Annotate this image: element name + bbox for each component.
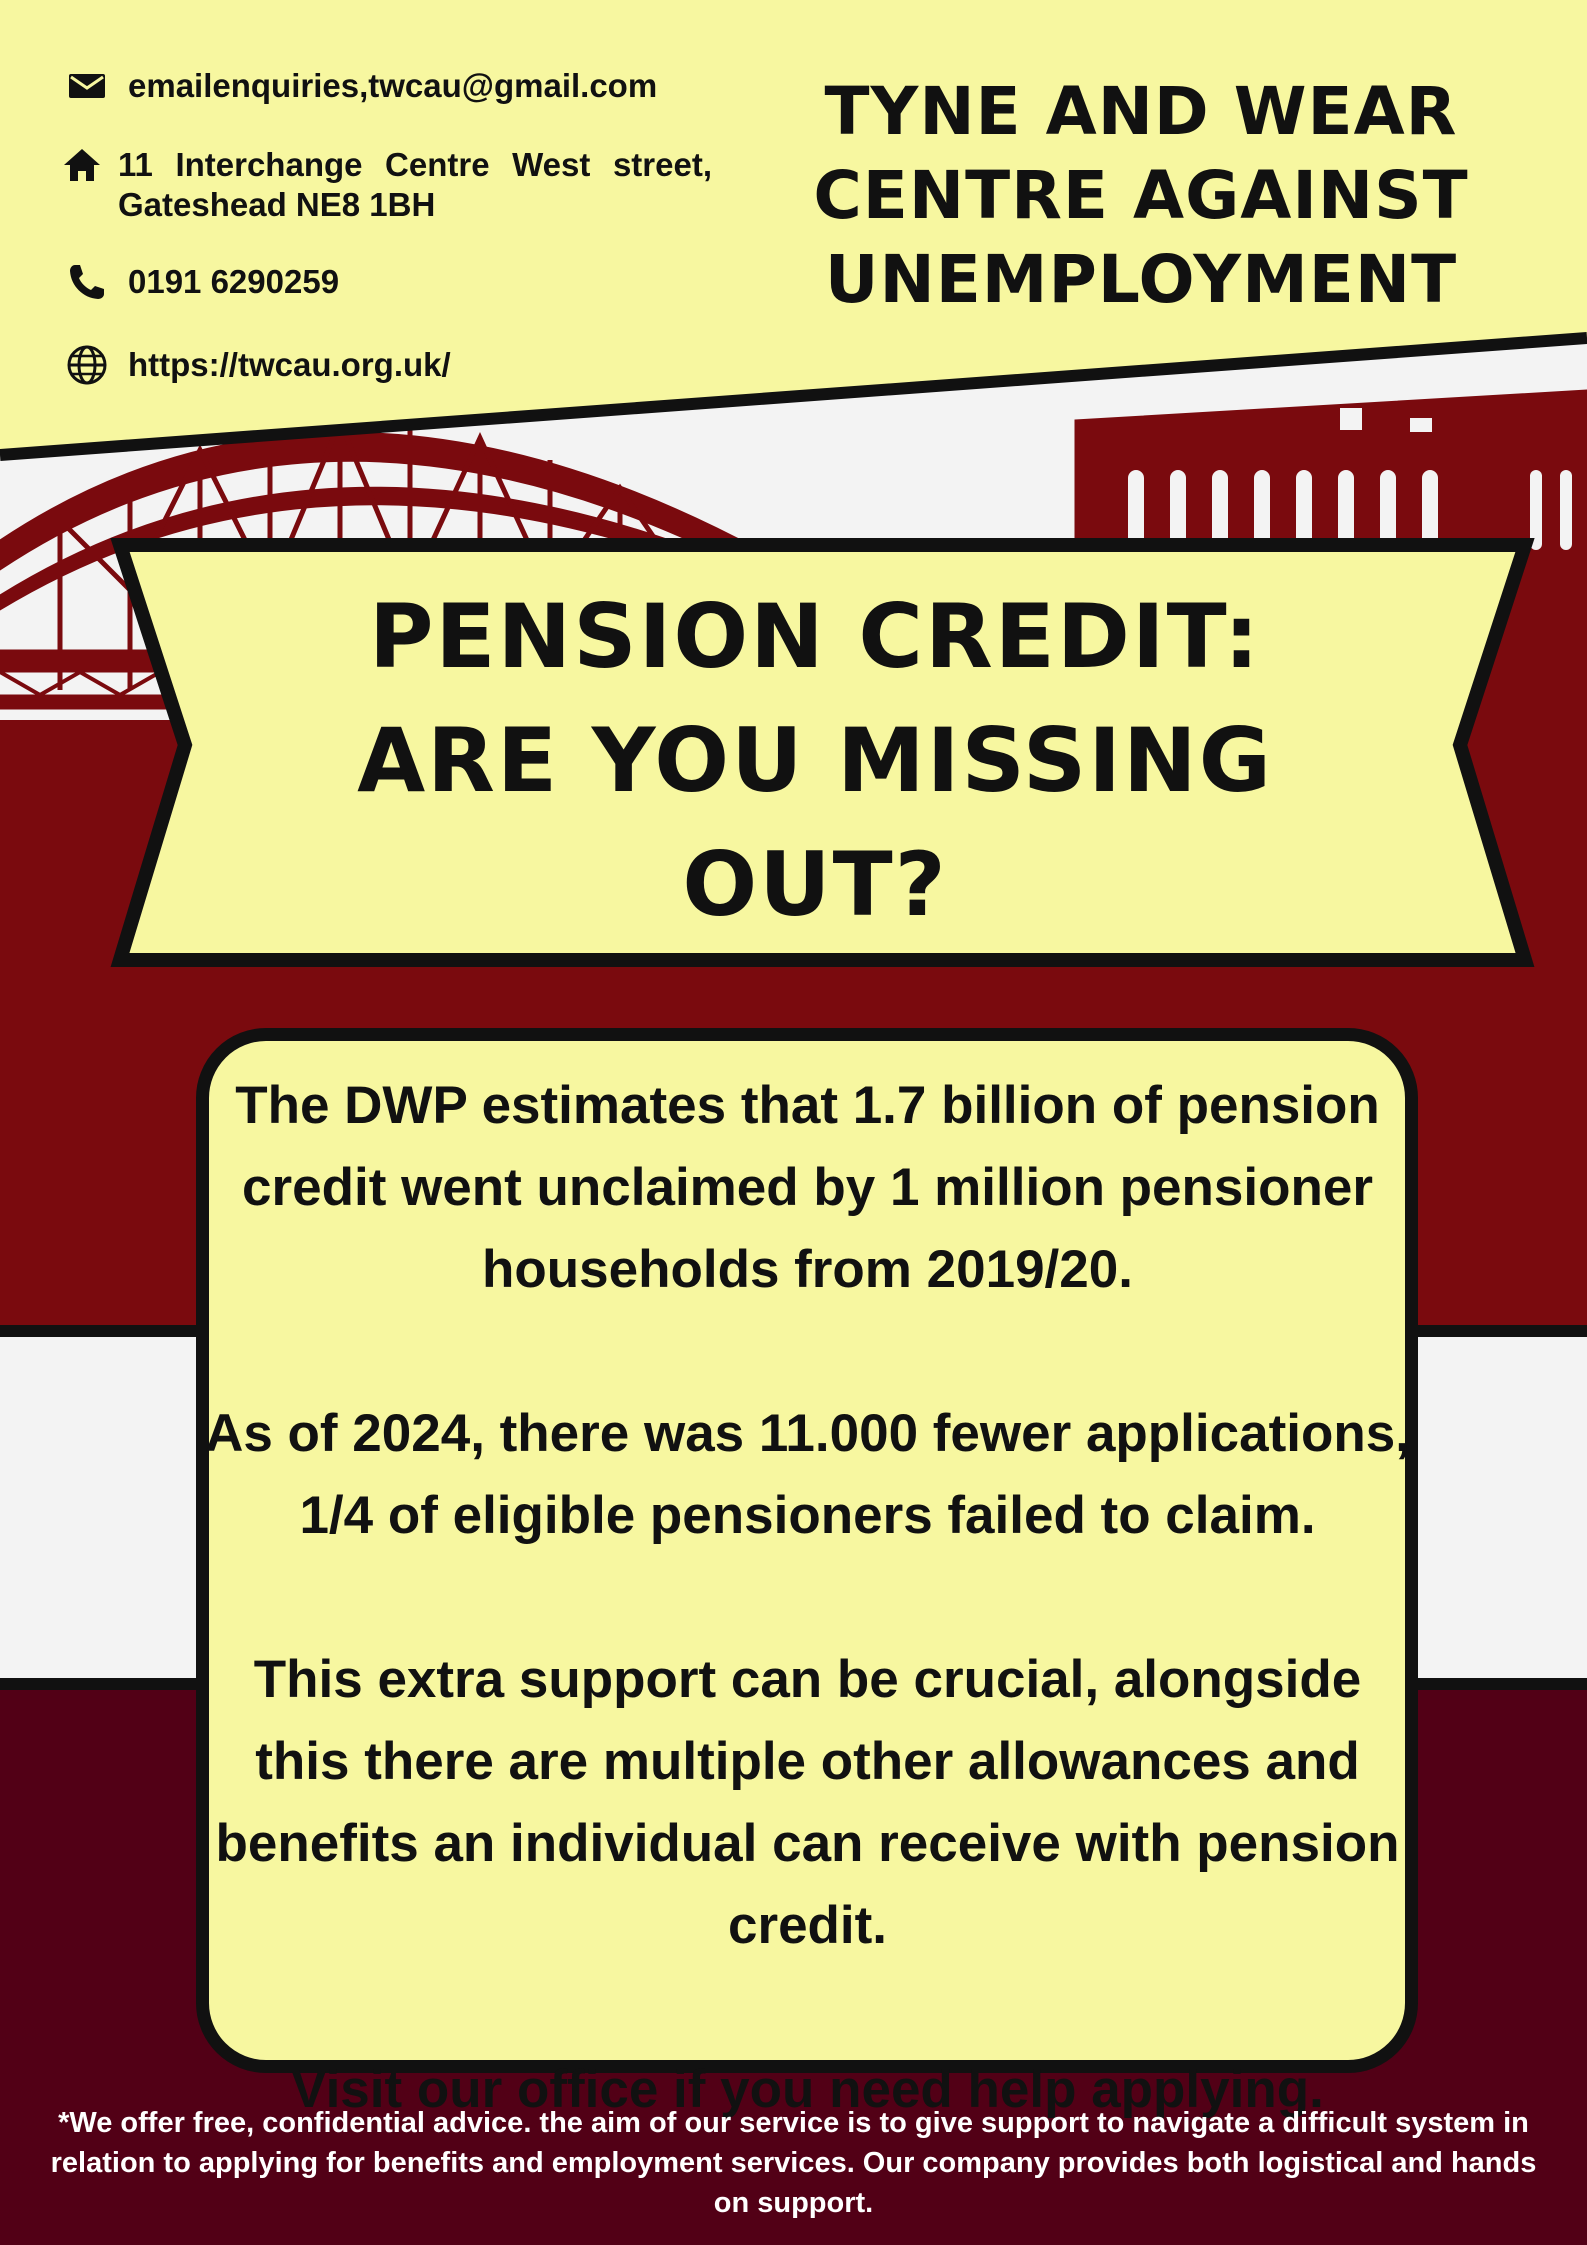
info-paragraph-3: This extra support can be crucial, alongside this there are multiple other allowances and benefits an individual can receive with pension credit. [215, 1650, 1400, 1955]
info-paragraph-4: Visit our office if you need help applying. [291, 2060, 1324, 2119]
phone-icon [62, 262, 112, 302]
info-text [205, 1065, 1410, 2131]
contact-website[interactable] [62, 345, 451, 385]
headline-line-2: ARE YOU MISSING [357, 709, 1273, 812]
org-title-line-2: CENTRE AGAINST [813, 157, 1469, 234]
org-title-line-1: TYNE AND WEAR [824, 73, 1458, 150]
phone-text: 0191 6290259 [128, 263, 340, 300]
headline-title [190, 575, 1440, 947]
headline-line-1: PENSION CREDIT: [368, 585, 1262, 688]
contact-email[interactable] [62, 66, 657, 106]
organization-title [741, 70, 1541, 322]
email-text: emailenquiries,twcau@gmail.com [128, 67, 658, 104]
address-text: 11 Interchange Centre West street, Gateshead NE8 1BH [118, 146, 712, 223]
org-title-line-3: UNEMPLOYMENT [824, 241, 1458, 318]
website-link: https://twcau.org.uk/ [128, 346, 451, 383]
headline-line-3: OUT? [682, 833, 948, 936]
footer-disclaimer: *We offer free, confidential advice. the aim of our service is to give support to navigate a difficult system in relation to applying for benefits and employment services. Our company provides both logistical and hands on support. [50, 2107, 1537, 2219]
info-paragraph-2: As of 2024, there was 11.000 fewer applications, 1/4 of eligible pensioners failed to claim. [205, 1404, 1410, 1545]
contact-phone[interactable] [62, 262, 339, 302]
info-paragraph-1: The DWP estimates that 1.7 billion of pension credit went unclaimed by 1 million pensioner households from 2019/20. [235, 1076, 1380, 1299]
contact-address [62, 145, 712, 225]
globe-icon [62, 345, 112, 385]
envelope-icon [62, 66, 112, 106]
home-icon [62, 145, 102, 185]
